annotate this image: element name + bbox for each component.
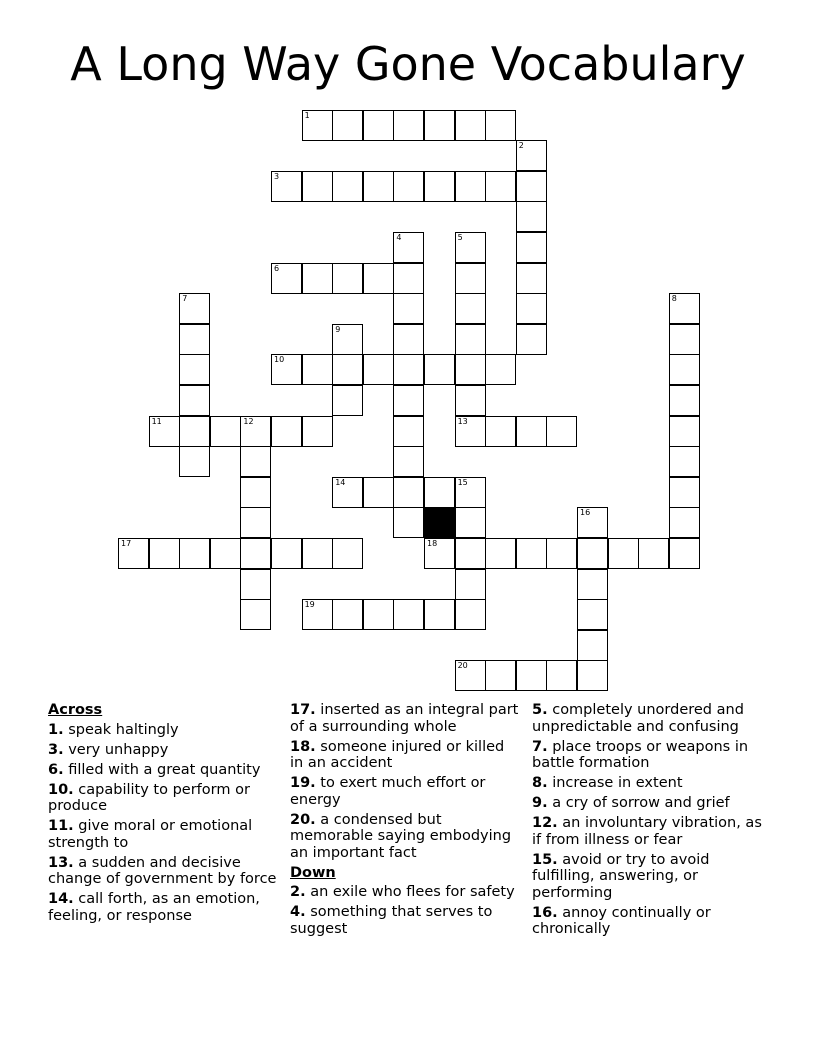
grid-cell[interactable] [485,660,516,691]
clue-text: a sudden and decisive change of government by force [48,854,277,887]
clue-text: inserted as an integral part of a surrounding whole [290,702,519,735]
grid-cell[interactable] [516,171,547,202]
grid-cell[interactable] [363,599,394,630]
grid-cell[interactable] [424,354,455,385]
grid-cell[interactable] [332,385,363,416]
clue-text: annoy continually or chronically [532,904,711,937]
grid-cell[interactable] [332,599,363,630]
grid-cell[interactable] [179,446,210,477]
grid-cell[interactable] [393,171,424,202]
clue-item [48,742,284,759]
grid-cell[interactable] [516,416,547,447]
grid-cell[interactable] [240,446,271,477]
clue-item [48,891,284,924]
grid-cell[interactable] [240,416,271,447]
grid-cell[interactable] [302,110,333,141]
grid-cell[interactable] [424,538,455,569]
clue-number-label: 10. [48,781,74,798]
clue-number: 16 [580,508,591,518]
grid-cell[interactable] [546,538,577,569]
grid-cell[interactable] [393,507,424,538]
grid-cell[interactable] [179,354,210,385]
clue-text: very unhappy [63,741,169,758]
grid-cell[interactable] [179,385,210,416]
clue-text: an involuntary vibration, as if from illness or fear [532,815,762,848]
grid-cell[interactable] [393,477,424,508]
grid-cell[interactable] [302,416,333,447]
grid-cell[interactable] [577,507,608,538]
grid-cell[interactable] [363,171,394,202]
grid-cell[interactable] [363,110,394,141]
grid-cell[interactable] [363,263,394,294]
grid-cell[interactable] [302,354,333,385]
grid-cell[interactable] [332,110,363,141]
grid-black-cell [424,507,455,538]
grid-cell[interactable] [485,171,516,202]
grid-cell[interactable] [455,416,486,447]
grid-cell[interactable] [455,263,486,294]
grid-cell[interactable] [516,140,547,171]
clues-column-3 [532,702,764,941]
grid-cell[interactable] [179,416,210,447]
clue-text: completely unordered and unpredictable and confusing [532,702,744,735]
grid-cell[interactable] [271,416,302,447]
grid-cell[interactable] [179,293,210,324]
grid-cell[interactable] [455,232,486,263]
grid-cell[interactable] [669,538,700,569]
clue-item [290,904,522,937]
grid-cell[interactable] [669,293,700,324]
grid-cell[interactable] [455,385,486,416]
grid-cell[interactable] [393,110,424,141]
clue-number: 2 [518,141,524,151]
clue-item [532,739,764,772]
clue-number-label: 15. [532,851,558,868]
grid-cell[interactable] [332,263,363,294]
clue-heading: Across [48,702,103,718]
clue-text: increase in extent [547,775,683,791]
clue-item [48,855,284,888]
grid-cell[interactable] [577,538,608,569]
clue-number: 18 [427,539,438,548]
clue-text: speak haltingly [63,721,179,738]
grid-cell[interactable] [424,171,455,202]
clue-number-label: 17. [290,702,316,718]
grid-cell[interactable] [546,416,577,447]
clue-text: to exert much effort or energy [290,775,486,808]
grid-cell[interactable] [485,110,516,141]
grid-cell[interactable] [302,599,333,630]
clue-number: 20 [457,661,468,671]
grid-cell[interactable] [332,324,363,355]
grid-cell[interactable] [179,538,210,569]
grid-cell[interactable] [363,354,394,385]
clue-item [532,905,764,938]
clue-number: 15 [457,477,468,487]
grid-cell[interactable] [455,507,486,538]
grid-cell[interactable] [669,446,700,477]
grid-cell[interactable] [516,538,547,569]
grid-cell[interactable] [455,599,486,630]
clue-text: an exile who flees for safety [305,884,515,900]
clue-number: 9 [335,324,341,334]
grid-cell[interactable] [485,538,516,569]
grid-cell[interactable] [393,324,424,355]
grid-cell[interactable] [271,538,302,569]
clue-number: 1 [304,110,310,120]
clue-number-label: 16. [532,904,558,921]
grid-cell[interactable] [332,538,363,569]
grid-cell[interactable] [393,385,424,416]
page-title: A Long Way Gone Vocabulary [70,37,746,91]
grid-cell[interactable] [240,477,271,508]
grid-cell[interactable] [516,293,547,324]
grid-cell[interactable] [669,385,700,416]
grid-cell[interactable] [393,232,424,263]
clue-number: 5 [457,233,463,242]
clue-item [290,812,522,862]
grid-cell[interactable] [577,630,608,661]
clue-number: 7 [182,294,188,304]
grid-cell[interactable] [455,354,486,385]
clue-text: a condensed but memorable saying embodying an important fact [290,811,512,861]
grid-cell[interactable] [149,416,180,447]
grid-cell[interactable] [455,660,486,691]
grid-cell[interactable] [332,477,363,508]
clue-number: 10 [274,355,285,365]
grid-cell[interactable] [424,477,455,508]
clue-number-label: 3. [48,741,64,758]
grid-cell[interactable] [118,538,149,569]
grid-cell[interactable] [455,538,486,569]
clue-number-label: 14. [48,891,74,907]
clue-item [532,795,764,812]
clue-number-label: 5. [532,702,548,718]
clue-text: something that serves to suggest [290,904,493,937]
clue-number: 8 [671,294,677,304]
clue-text: filled with a great quantity [63,761,261,778]
clue-item [290,739,522,772]
grid-cell[interactable] [424,599,455,630]
clue-number-label: 13. [48,854,74,871]
grid-cell[interactable] [669,324,700,355]
clue-item [290,884,522,901]
clue-text: a cry of sorrow and grief [547,795,730,811]
clue-item [48,762,284,779]
grid-cell[interactable] [485,416,516,447]
clues-column-2 [290,702,522,941]
grid-cell[interactable] [210,538,241,569]
grid-cell[interactable] [669,507,700,538]
grid-cell[interactable] [271,354,302,385]
grid-cell[interactable] [455,477,486,508]
grid-cell[interactable] [210,416,241,447]
clue-heading: Down [290,864,336,881]
grid-cell[interactable] [363,477,394,508]
clue-item [48,782,284,815]
grid-cell[interactable] [393,599,424,630]
clue-item [532,815,764,848]
grid-cell[interactable] [393,354,424,385]
grid-cell[interactable] [302,263,333,294]
grid-cell[interactable] [546,660,577,691]
grid-cell[interactable] [393,293,424,324]
clue-number: 13 [457,416,468,426]
grid-cell[interactable] [669,416,700,447]
grid-cell[interactable] [455,171,486,202]
clue-item [48,722,284,739]
grid-cell[interactable] [302,171,333,202]
clue-item [532,775,764,792]
clue-item [532,702,764,735]
grid-cell[interactable] [302,538,333,569]
clue-text: avoid or try to avoid fulfilling, answering, or performing [532,851,710,901]
clue-number-label: 18. [290,738,316,755]
grid-cell[interactable] [516,324,547,355]
clue-number-label: 19. [290,775,316,791]
grid-cell[interactable] [577,599,608,630]
clue-item [290,702,522,735]
clue-number: 12 [243,416,254,426]
grid-cell[interactable] [393,446,424,477]
grid-cell[interactable] [271,263,302,294]
clue-number-label: 7. [532,738,548,755]
clue-number-label: 8. [532,775,548,791]
grid-cell[interactable] [455,569,486,600]
clue-text: capability to perform or produce [48,781,250,814]
grid-cell[interactable] [516,201,547,232]
clue-number: 3 [274,171,280,181]
grid-cell[interactable] [393,416,424,447]
clue-number-label: 11. [48,818,74,834]
grid-cell[interactable] [516,263,547,294]
grid-cell[interactable] [149,538,180,569]
grid-cell[interactable] [393,263,424,294]
grid-cell[interactable] [424,110,455,141]
clue-number-label: 12. [532,815,558,831]
grid-cell[interactable] [638,538,669,569]
grid-cell[interactable] [455,110,486,141]
clue-number-label: 6. [48,761,64,778]
clue-text: give moral or emotional strength to [48,818,253,851]
clues-column-1 [48,702,284,928]
grid-cell[interactable] [577,569,608,600]
clue-number-label: 2. [290,884,306,900]
clue-item [532,852,764,902]
grid-cell[interactable] [516,660,547,691]
grid-cell[interactable] [179,324,210,355]
clue-text: someone injured or killed in an accident [290,738,505,771]
grid-cell[interactable] [669,477,700,508]
clue-number: 6 [274,263,280,273]
grid-cell[interactable] [240,599,271,630]
clue-number: 11 [151,416,162,426]
clue-number: 14 [335,477,346,487]
grid-cell[interactable] [240,538,271,569]
clue-number-label: 4. [290,904,306,920]
clue-number: 19 [304,600,315,610]
clue-number: 4 [396,233,402,242]
grid-cell[interactable] [271,171,302,202]
grid-cell[interactable] [516,232,547,263]
grid-cell[interactable] [240,569,271,600]
clue-item [48,818,284,851]
grid-cell[interactable] [577,660,608,691]
grid-cell[interactable] [332,354,363,385]
clue-number-label: 1. [48,721,64,738]
grid-cell[interactable] [669,354,700,385]
grid-cell[interactable] [332,171,363,202]
clue-number-label: 9. [532,795,548,811]
clue-number-label: 20. [290,811,316,828]
clue-number: 17 [121,539,132,548]
grid-cell[interactable] [240,507,271,538]
grid-cell[interactable] [608,538,639,569]
grid-cell[interactable] [455,324,486,355]
grid-cell[interactable] [485,354,516,385]
grid-cell[interactable] [455,293,486,324]
clue-text: place troops or weapons in battle formation [532,738,749,771]
clue-item [290,775,522,808]
clue-text: call forth, as an emotion, feeling, or response [48,891,260,924]
